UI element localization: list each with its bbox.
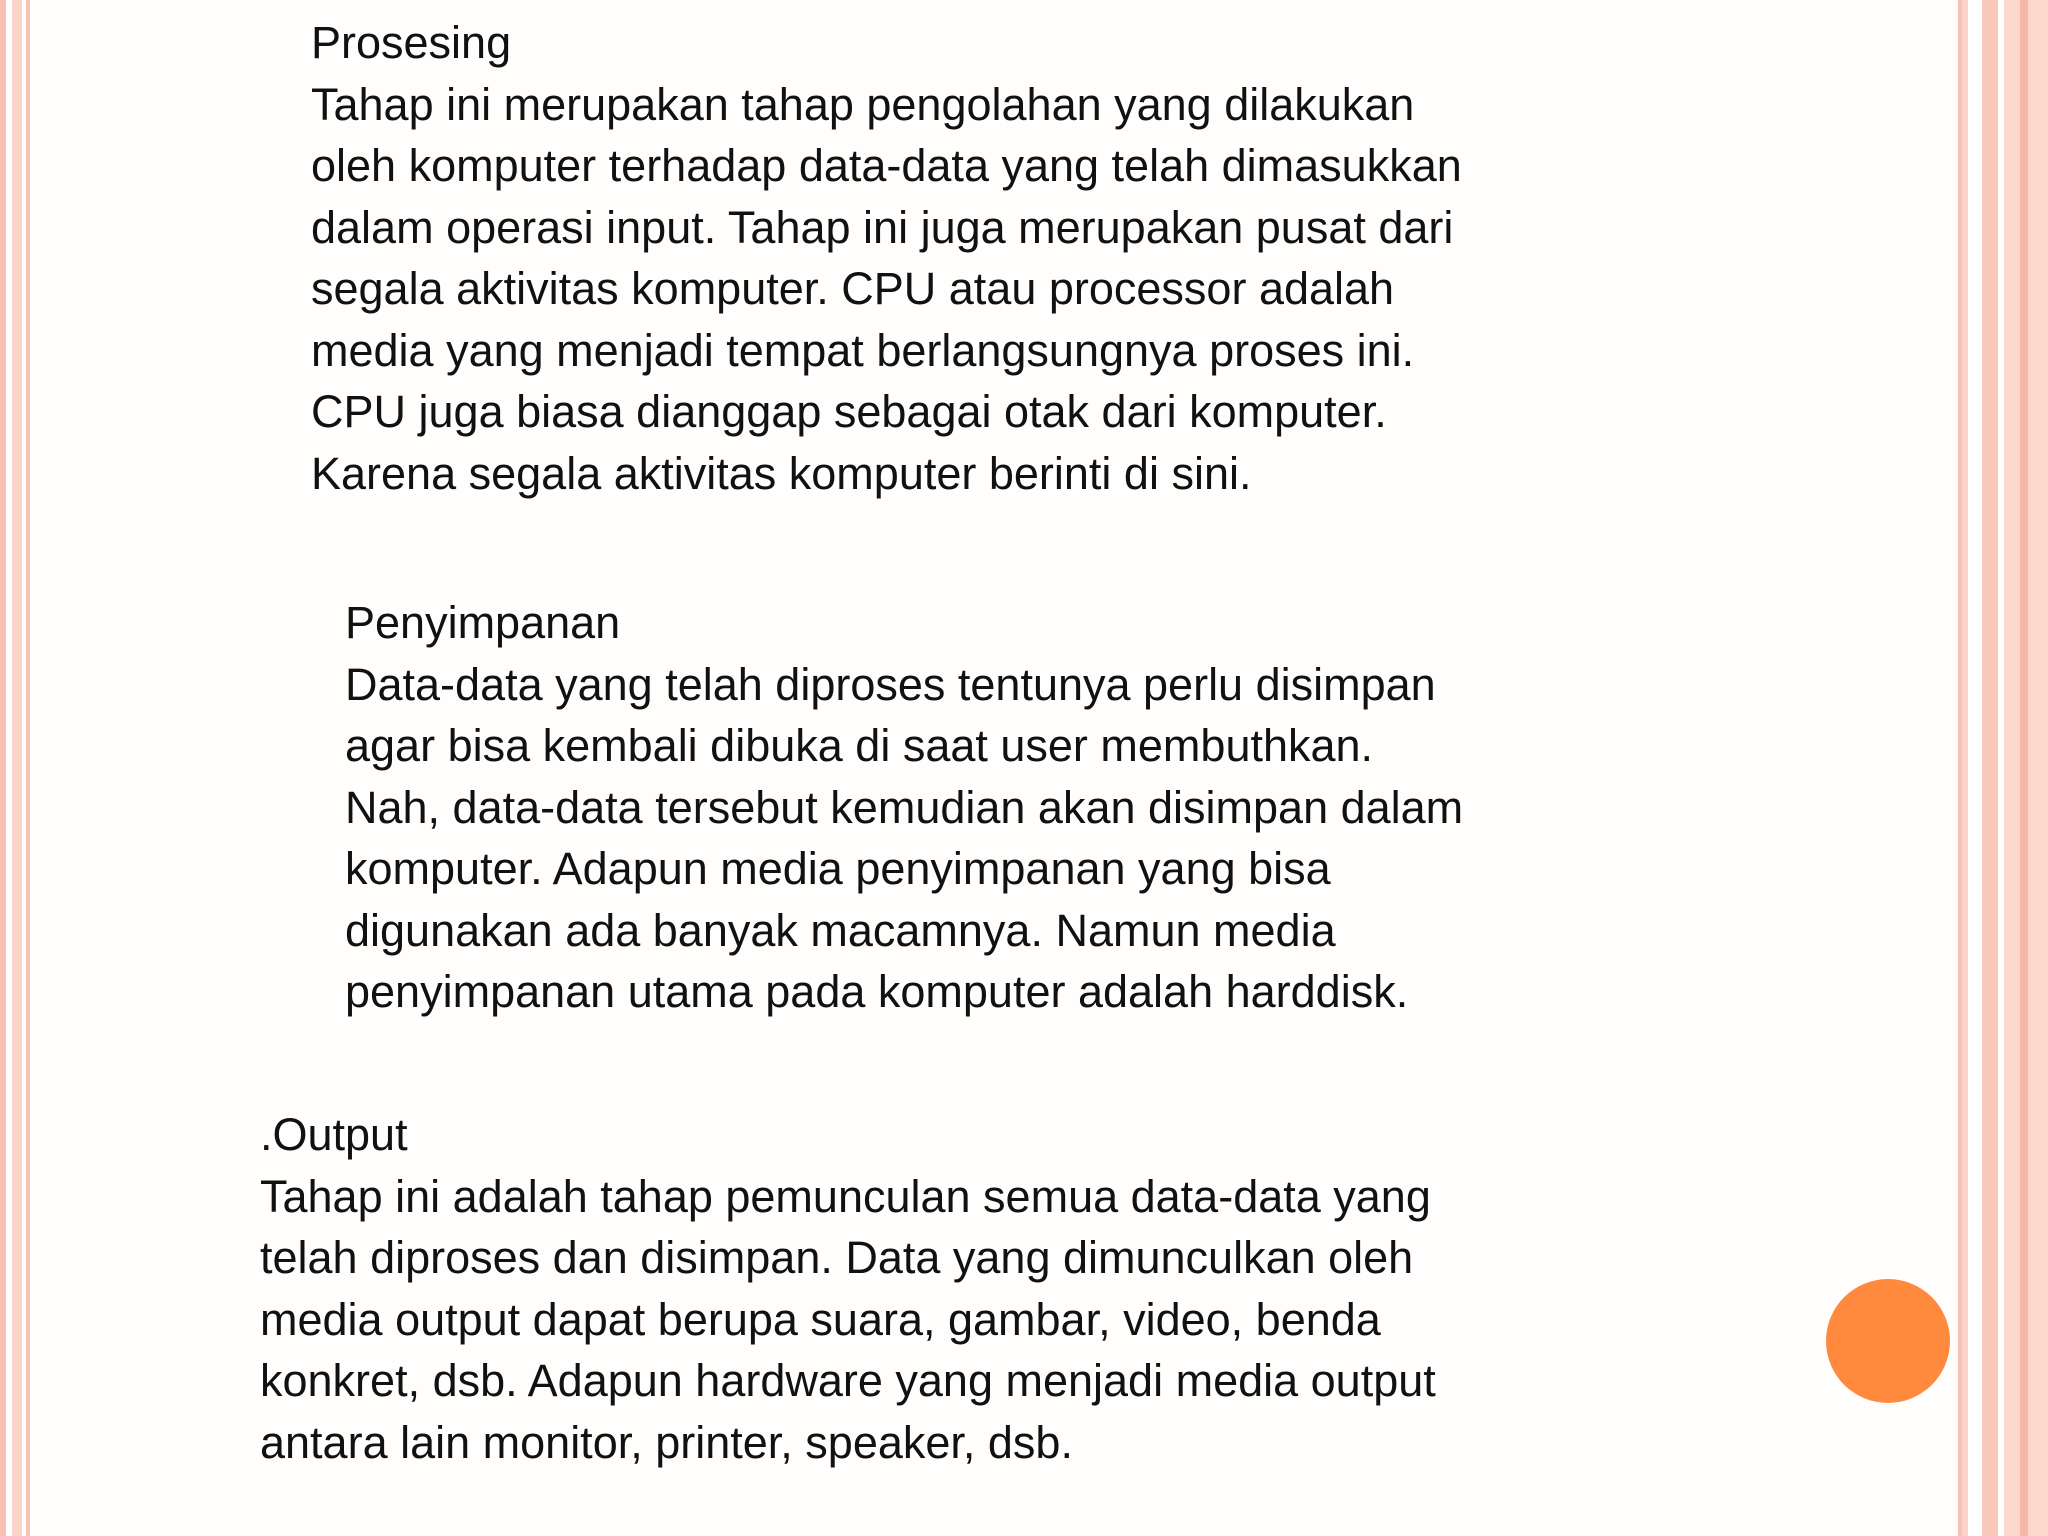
body-line: digunakan ada banyak macamnya. Namun media — [345, 904, 1336, 956]
section-output — [260, 1104, 1436, 1473]
left-border-stripe — [12, 0, 22, 1536]
right-border-gap — [1968, 0, 1982, 1536]
body-line: Tahap ini adalah tahap pemunculan semua data-data yang — [260, 1170, 1431, 1222]
body-line: komputer. Adapun media penyimpanan yang bisa — [345, 843, 1331, 894]
body-line: media yang menjadi tempat berlangsungnya proses ini. — [311, 324, 1415, 376]
left-border-stripe — [26, 0, 30, 1536]
section-prosesing — [311, 12, 1462, 504]
section-title: .Output — [260, 1109, 408, 1160]
body-line: Nah, data-data tersebut kemudian akan disimpan dalam — [345, 781, 1464, 833]
decorative-orange-circle-icon — [1826, 1279, 1950, 1403]
body-line: oleh komputer terhadap data-data yang telah dimasukkan — [311, 140, 1462, 191]
body-line: Karena segala aktivitas komputer berinti di sini. — [311, 447, 1252, 499]
body-line: CPU juga biasa dianggap sebagai otak dari komputer. — [311, 386, 1387, 437]
right-border-stripe — [2020, 0, 2028, 1536]
section-title: Penyimpanan — [345, 597, 621, 648]
body-line: segala aktivitas komputer. CPU atau processor adalah — [311, 263, 1395, 314]
body-line: Tahap ini merupakan tahap pengolahan yang dilakukan — [311, 78, 1415, 130]
body-line: Data-data yang telah diproses tentunya perlu disimpan — [345, 658, 1436, 710]
body-line: telah diproses dan disimpan. Data yang dimunculkan oleh — [260, 1232, 1414, 1283]
section-penyimpanan — [345, 592, 1463, 1023]
body-line: agar bisa kembali dibuka di saat user membuthkan. — [345, 720, 1374, 771]
right-border-stripe — [1982, 0, 1998, 1536]
body-line: dalam operasi input. Tahap ini juga merupakan pusat dari — [311, 201, 1454, 253]
body-line: konkret, dsb. Adapun hardware yang menjadi media output — [260, 1355, 1436, 1406]
section-title: Prosesing — [311, 17, 512, 68]
body-line: antara lain monitor, printer, speaker, dsb. — [260, 1416, 1073, 1468]
body-line: penyimpanan utama pada komputer adalah harddisk. — [345, 966, 1409, 1017]
body-line: media output dapat berupa suara, gambar, video, benda — [260, 1293, 1381, 1345]
